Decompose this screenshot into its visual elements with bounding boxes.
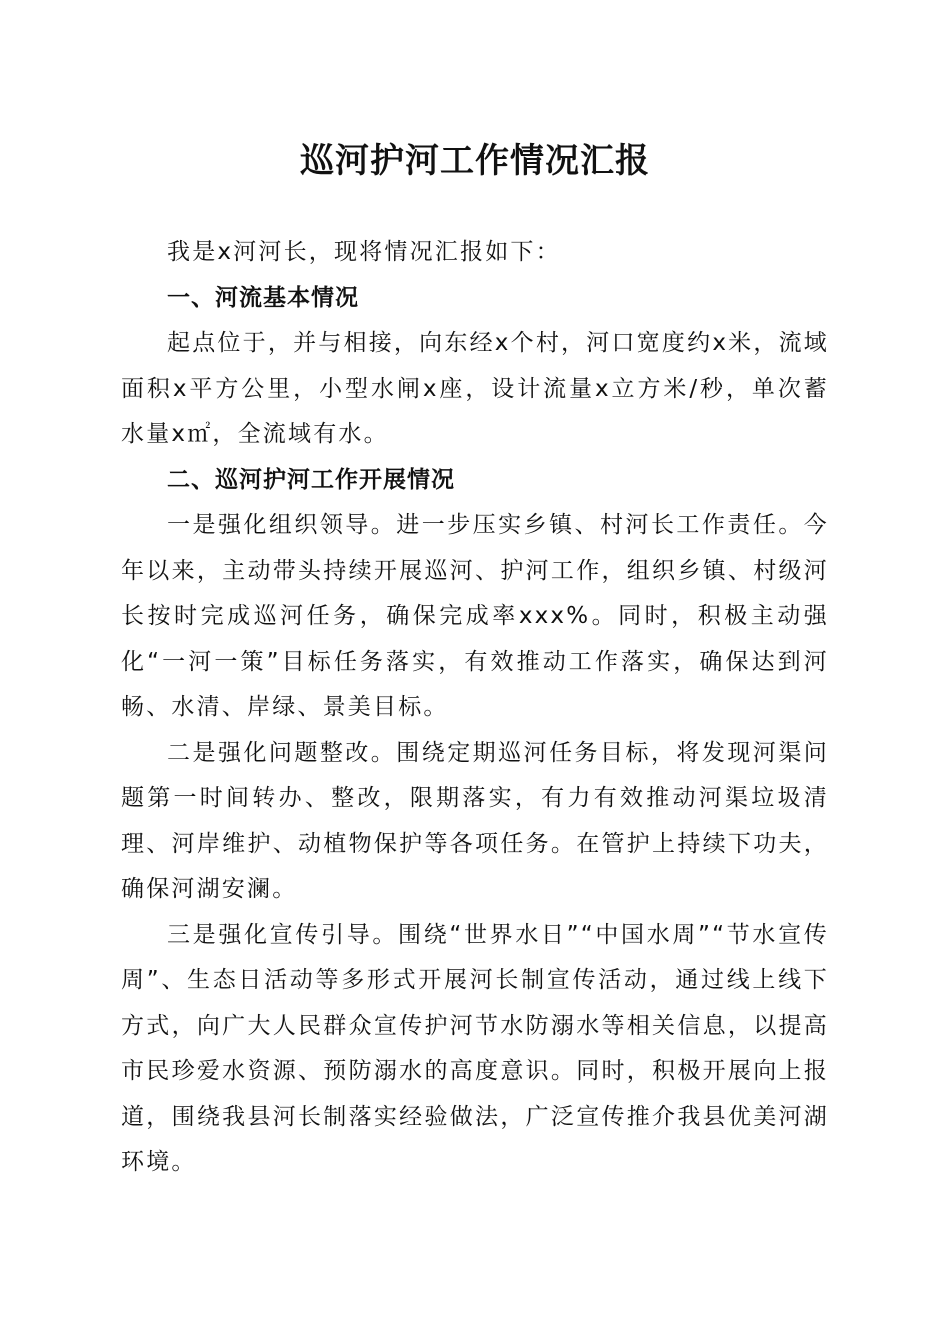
basic-info-paragraph: 起点位于，并与相接，向东经x个村，河口宽度约x米，流域面积x平方公里，小型水闸x座，设计流量x立方米/秒，单次蓄水量x㎡，全流域有水。 xyxy=(121,330,829,447)
work-item-rectification xyxy=(121,731,829,913)
work-item-lead: 一是强化组织领导。 xyxy=(167,512,397,538)
work-item-publicity xyxy=(121,913,829,1186)
intro-paragraph: 我是x河河长，现将情况汇报如下： xyxy=(167,239,561,265)
work-item-lead: 二是强化问题整改。 xyxy=(167,739,397,766)
document-body xyxy=(121,230,829,1186)
section-heading-basic-info: 一、河流基本情况 xyxy=(167,284,359,311)
work-item-lead: 三是强化宣传引导。 xyxy=(167,921,399,948)
document-title: 巡河护河工作情况汇报 xyxy=(300,141,650,181)
work-item-text: 围绕定期巡河任务目标，将发现河渠问题第一时间转办、整改，限期落实，有力有效推动河渠垃圾清理、河岸维护、动植物保护等各项任务。在管护上持续下功夫，确保河湖安澜。 xyxy=(121,739,829,902)
work-item-text: 围绕“世界水日”“中国水周”“节水宣传周”、生态日活动等多形式开展河长制宣传活动，通过线上线下方式，向广大人民群众宣传护河节水防溺水等相关信息，以提高市民珍爱水资源、预防溺水的高度意识。同时，积极开展向上报道，围绕我县河长制落实经验做法，广泛宣传推介我县优美河湖环境。 xyxy=(121,921,829,1175)
work-item-organization xyxy=(121,503,829,731)
section-heading-work-progress: 二、巡河护河工作开展情况 xyxy=(167,466,455,493)
work-item-text: 进一步压实乡镇、村河长工作责任。今年以来，主动带头持续开展巡河、护河工作，组织乡镇、村级河长按时完成巡河任务，确保完成率xxx%。同时，积极主动强化“一河一策”目标任务落实，有效推动工作落实，确保达到河畅、水清、岸绿、景美目标。 xyxy=(121,512,829,720)
